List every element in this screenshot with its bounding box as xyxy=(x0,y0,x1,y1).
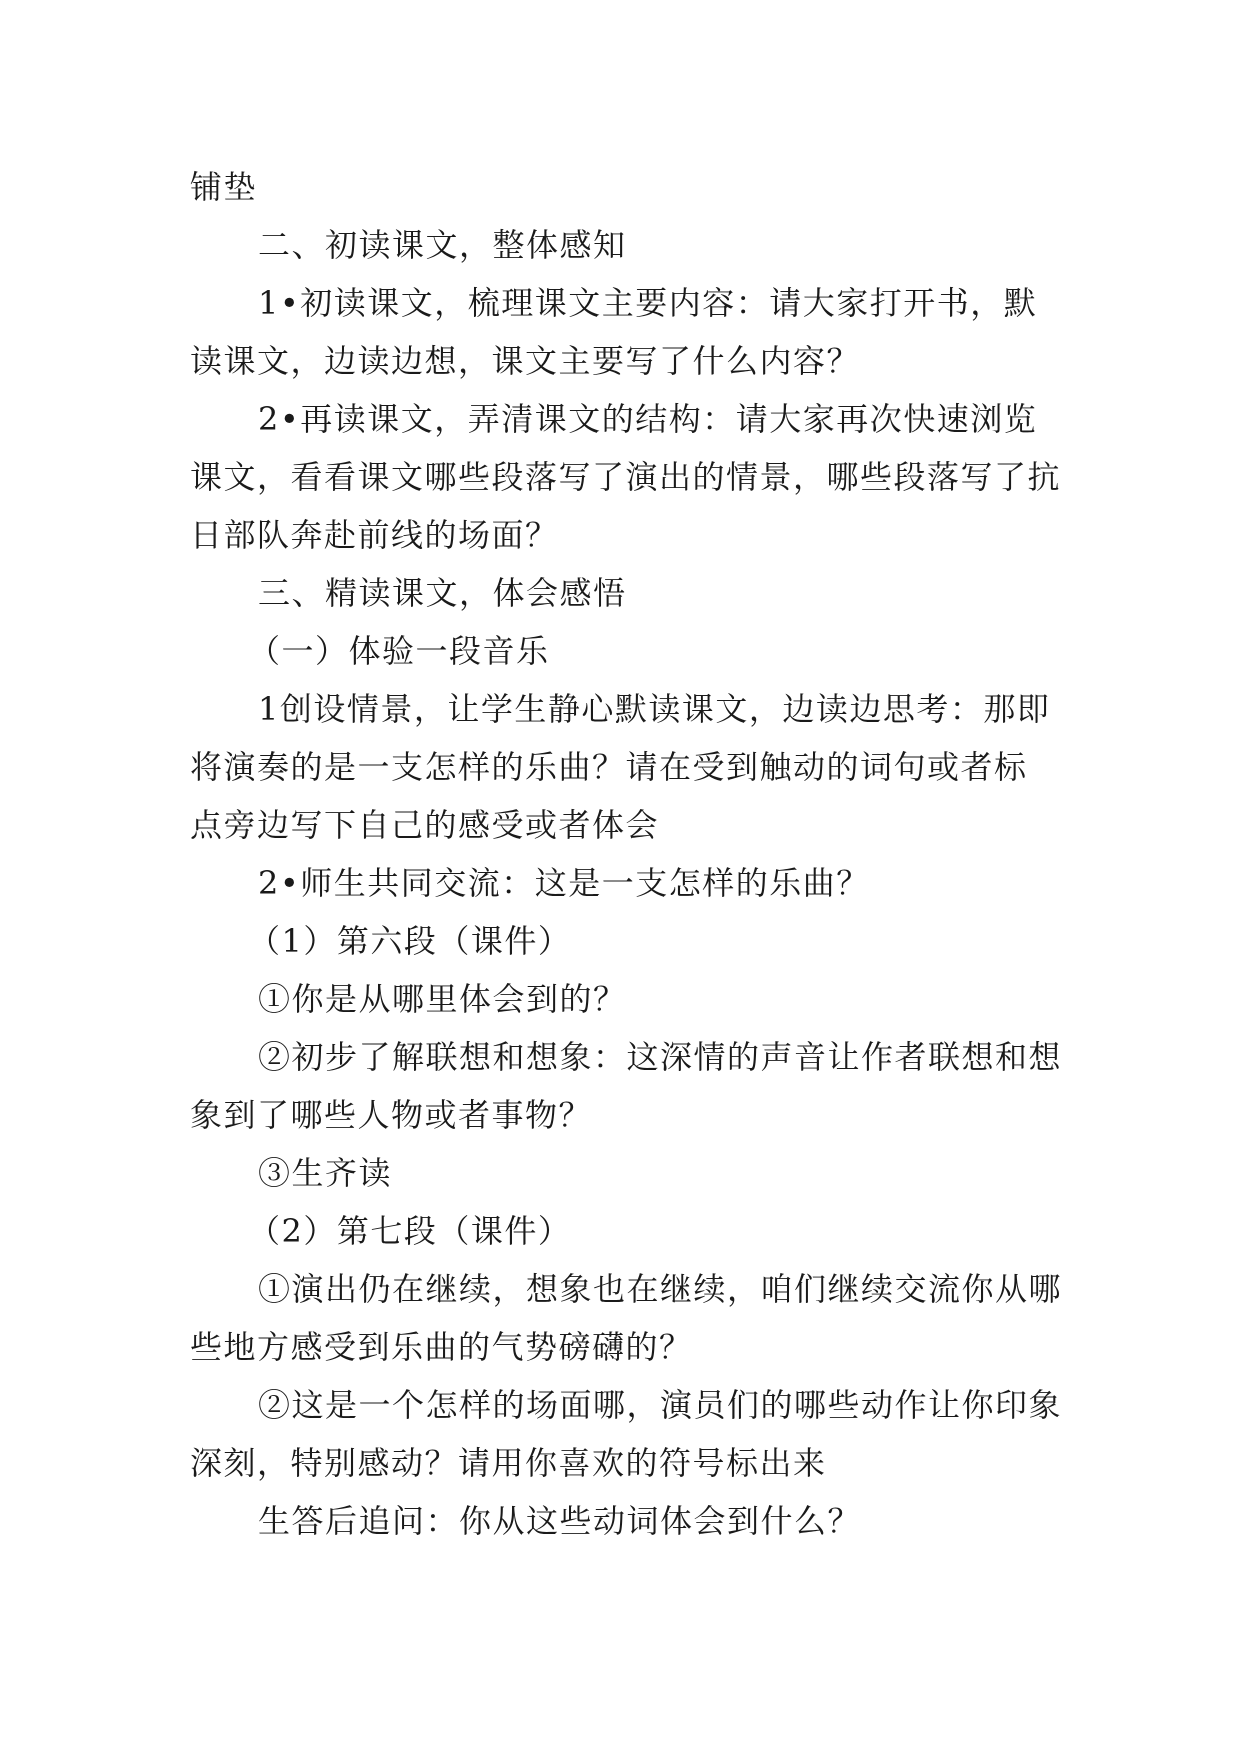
text-line: 将演奏的是一支怎样的乐曲？请在受到触动的词句或者标 xyxy=(190,748,1028,786)
text-line: 读课文，边读边想，课文主要写了什么内容？ xyxy=(190,342,861,380)
text-line: 生答后追问：你从这些动词体会到什么？ xyxy=(258,1502,862,1540)
text-line: 日部队奔赴前线的场面？ xyxy=(190,516,559,554)
section-heading: 三、精读课文，体会感悟 xyxy=(258,574,627,612)
text-line: 1•初读课文，梳理课文主要内容：请大家打开书，默 xyxy=(258,284,1038,322)
text-line: 象到了哪些人物或者事物？ xyxy=(190,1096,593,1134)
text-line: 1创设情景，让学生静心默读课文，边读边思考：那即 xyxy=(258,690,1051,728)
subsection-heading: （1）第六段（课件） xyxy=(248,922,572,960)
section-heading: 二、初读课文，整体感知 xyxy=(258,226,627,264)
text-line: 些地方感受到乐曲的气势磅礴的？ xyxy=(190,1328,693,1366)
text-line: 2•师生共同交流：这是一支怎样的乐曲？ xyxy=(258,864,870,902)
text-line: ①演出仍在继续，想象也在继续，咱们继续交流你从哪 xyxy=(258,1270,1063,1308)
text-line: 深刻，特别感动？请用你喜欢的符号标出来 xyxy=(190,1444,827,1482)
subsection-heading: （一）体验一段音乐 xyxy=(248,632,550,670)
subsection-heading: （2）第七段（课件） xyxy=(248,1212,572,1250)
text-line: 2•再读课文，弄清课文的结构：请大家再次快速浏览 xyxy=(258,400,1038,438)
text-line: ②初步了解联想和想象：这深情的声音让作者联想和想 xyxy=(258,1038,1063,1076)
document-body xyxy=(190,158,1063,1550)
text-line: 铺垫 xyxy=(190,168,258,206)
text-line: 课文，看看课文哪些段落写了演出的情景，哪些段落写了抗 xyxy=(190,458,1062,496)
text-line: ②这是一个怎样的场面哪，演员们的哪些动作让你印象 xyxy=(258,1386,1063,1424)
text-line: ③生齐读 xyxy=(258,1154,393,1192)
text-line: ①你是从哪里体会到的？ xyxy=(258,980,627,1018)
text-line: 点旁边写下自己的感受或者体会 xyxy=(190,806,660,844)
